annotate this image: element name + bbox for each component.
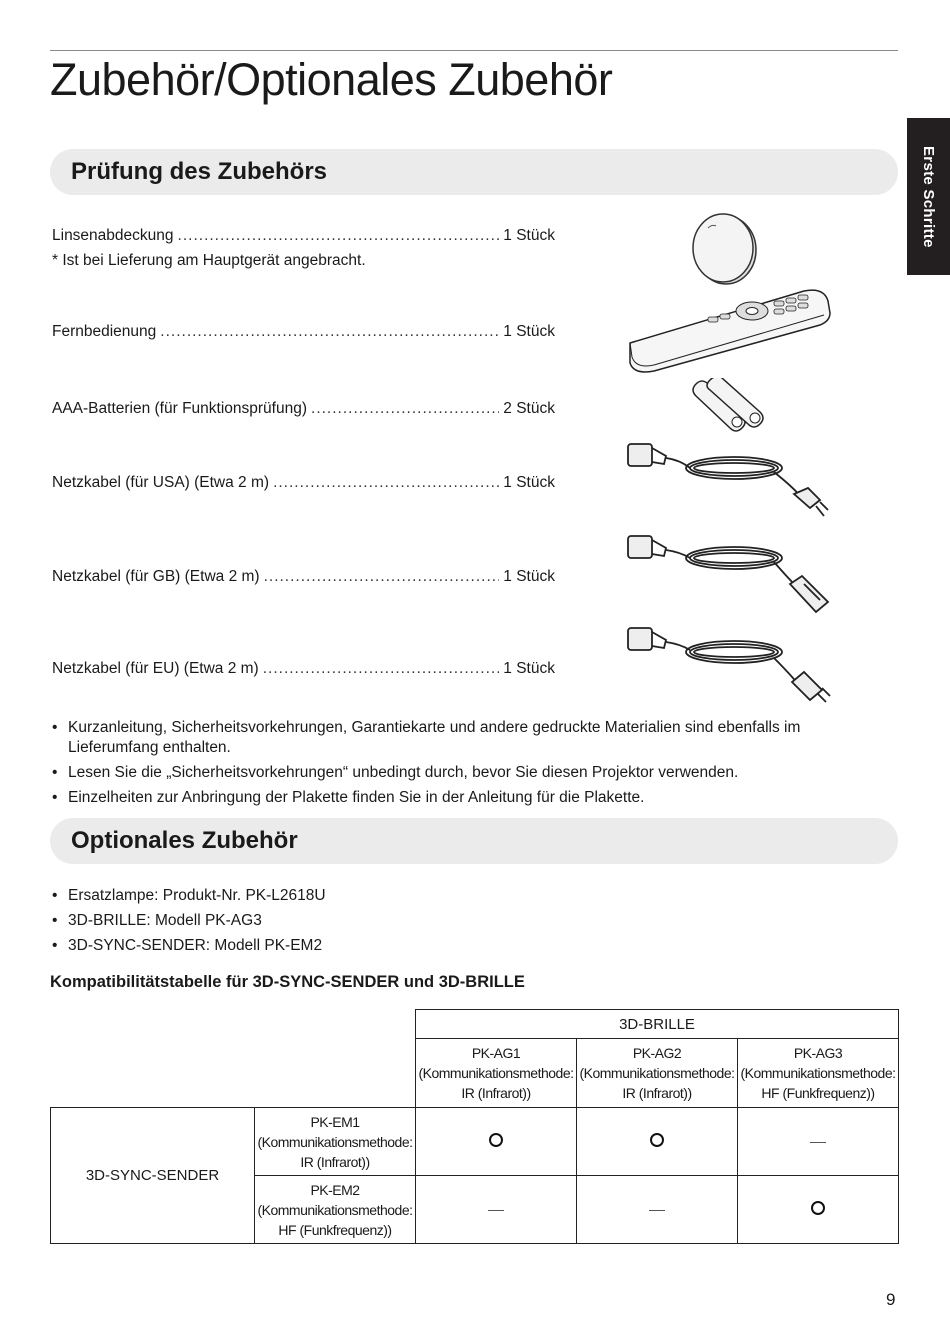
accessory-item [52,323,555,341]
item-label: Linsenabdeckung [52,227,174,244]
section-heading: Prüfung des Zubehörs [71,158,328,185]
lens-cap-note: * Ist bei Lieferung am Hauptgerät angebracht. [52,252,366,269]
item-quantity: 1 Stück [503,660,555,677]
list-item: • 3D-BRILLE: Modell PK-AG3 [52,911,652,931]
top-rule [50,50,898,51]
leader-dots [311,400,499,418]
batteries-illustration [690,378,770,436]
col-header [738,1039,899,1108]
row-model: PK-EM1 [310,1113,360,1130]
accessory-item [52,400,555,418]
col-method: IR (Infrarot)) [461,1085,531,1101]
accessory-item [52,568,555,586]
col-header [577,1039,738,1108]
row-header [255,1108,416,1176]
col-header [416,1039,577,1108]
list-item: • Lesen Sie die „Sicherheitsvorkehrungen“ unbedingt durch, bevor Sie diesen Projektor verwenden. [52,763,852,783]
lens-cap-illustration [690,208,760,288]
item-quantity: 1 Stück [503,227,555,244]
not-compatible-dash-icon [649,1210,665,1211]
item-label: Netzkabel (für USA) (Etwa 2 m) [52,474,270,491]
table-cell [416,1176,577,1244]
col-model: PK-AG2 [632,1045,682,1061]
table-cell [577,1108,738,1176]
table-corner [51,1010,416,1108]
section-header-optional [50,818,898,864]
power-cable-eu-illustration [624,620,844,710]
col-model: PK-AG1 [471,1045,521,1061]
item-quantity: 2 Stück [503,400,555,417]
leader-dots [263,660,500,678]
compat-table-title: Kompatibilitätstabelle für 3D-SYNC-SENDER und 3D-BRILLE [50,973,525,991]
compatible-circle-icon [650,1133,664,1147]
leader-dots [273,474,499,492]
list-item: • Einzelheiten zur Anbringung der Plakette finden Sie in der Anleitung für die Plakette. [52,788,852,808]
item-quantity: 1 Stück [503,568,555,585]
side-tab [907,118,950,275]
compatible-circle-icon [811,1201,825,1215]
row-method: IR (Infrarot)) [300,1153,370,1170]
table-cell [738,1108,899,1176]
list-item: • Ersatzlampe: Produkt-Nr. PK-L2618U [52,886,652,906]
compatible-circle-icon [489,1133,503,1147]
table-cell [416,1108,577,1176]
col-method: IR (Infrarot)) [622,1085,692,1101]
row-header [255,1176,416,1244]
col-method: HF (Funkfrequenz)) [761,1085,875,1101]
col-method-label: (Kommunikationsmethode: [579,1065,735,1081]
item-quantity: 1 Stück [503,323,555,340]
leader-dots [160,323,499,341]
item-label: Netzkabel (für EU) (Etwa 2 m) [52,660,259,677]
accessory-item [52,227,555,245]
accessory-item [52,474,555,492]
list-item: • Kurzanleitung, Sicherheitsvorkehrungen, Garantiekarte und andere gedruckte Materialien sind ebenfalls im Lieferumfang enthalten. [52,718,852,758]
leader-dots [178,227,500,245]
row-method-label: (Kommunikationsmethode: [257,1201,413,1218]
side-tab-label: Erste Schritte [920,145,937,248]
item-label: Netzkabel (für GB) (Etwa 2 m) [52,568,260,585]
list-item: • 3D-SYNC-SENDER: Modell PK-EM2 [52,936,652,956]
table-cell [577,1176,738,1244]
row-method-label: (Kommunikationsmethode: [257,1133,413,1150]
power-cable-usa-illustration [624,438,844,528]
power-cable-gb-illustration [624,528,844,620]
not-compatible-dash-icon [810,1142,826,1143]
item-label: Fernbedienung [52,323,157,340]
item-quantity: 1 Stück [503,474,555,491]
section-header-accessories [50,149,898,195]
compatibility-table [50,1009,899,1244]
page-number: 9 [886,1290,896,1309]
section-heading: Optionales Zubehör [71,827,298,854]
row-model: PK-EM2 [310,1181,360,1198]
col-model: PK-AG3 [793,1045,843,1061]
optional-accessories-list [52,886,652,961]
row-method: HF (Funkfrequenz)) [278,1221,392,1238]
row-group-header: 3D-SYNC-SENDER [51,1108,255,1244]
col-method-label: (Kommunikationsmethode: [418,1065,574,1081]
remote-control-illustration [624,285,834,375]
not-compatible-dash-icon [488,1210,504,1211]
accessory-item [52,660,555,678]
table-cell [738,1176,899,1244]
leader-dots [264,568,500,586]
page-title: Zubehör/Optionales Zubehör [50,54,613,105]
col-method-label: (Kommunikationsmethode: [740,1065,896,1081]
accessory-notes-list [52,718,852,813]
item-label: AAA-Batterien (für Funktionsprüfung) [52,400,308,417]
col-group-header: 3D-BRILLE [416,1010,899,1039]
